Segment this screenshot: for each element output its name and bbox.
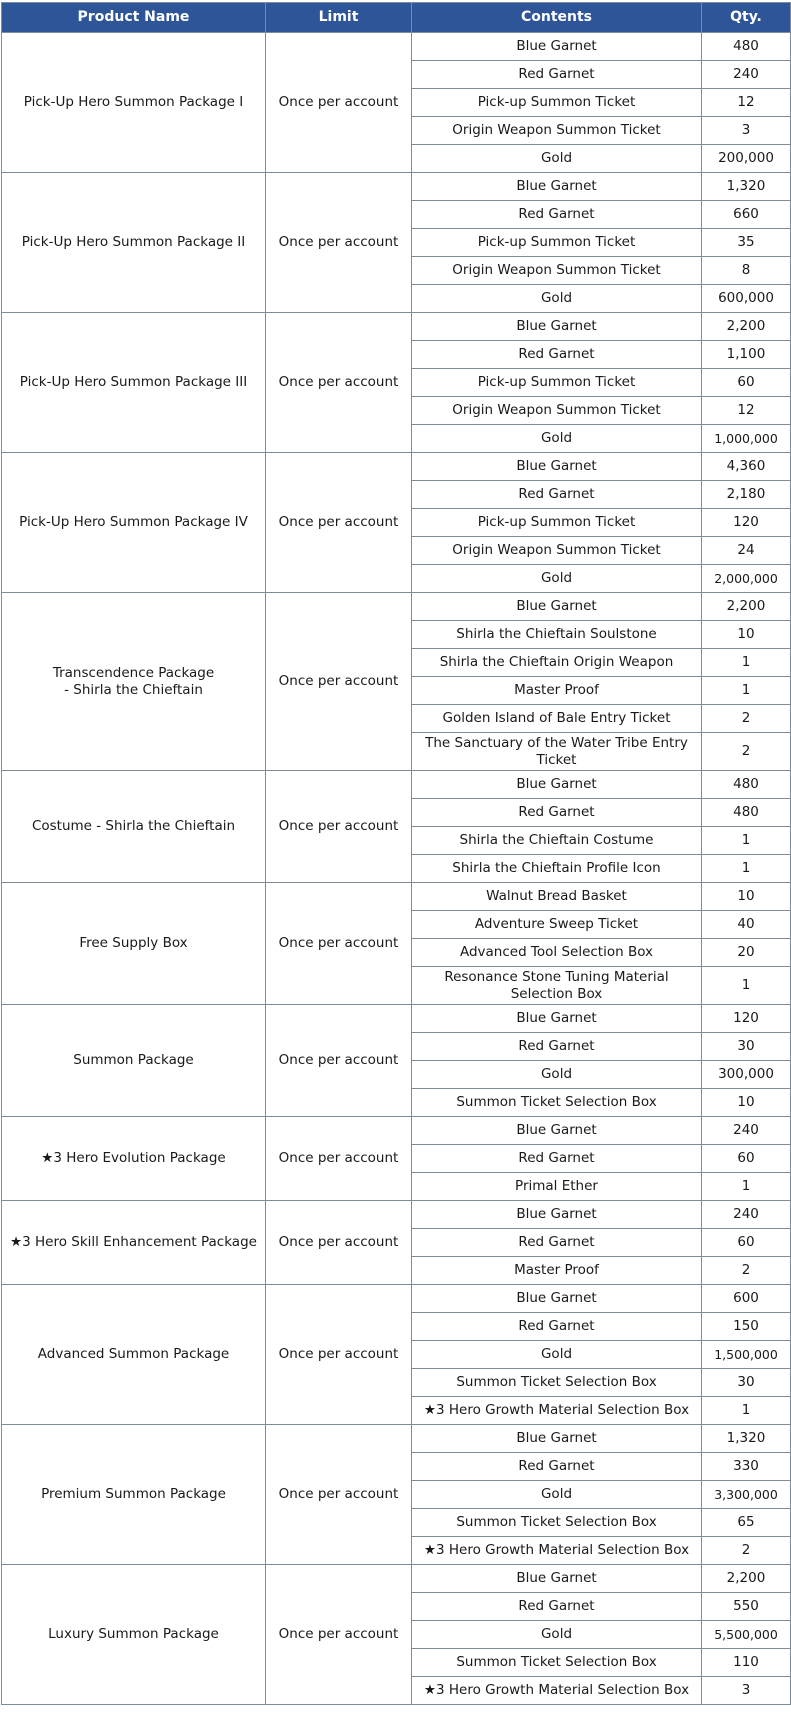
contents-cell: Blue Garnet <box>412 1425 702 1453</box>
qty-cell: 10 <box>702 621 791 649</box>
contents-cell: Pick-up Summon Ticket <box>412 229 702 257</box>
qty-cell: 1 <box>702 1397 791 1425</box>
header-qty: Qty. <box>702 3 791 33</box>
contents-cell: Origin Weapon Summon Ticket <box>412 257 702 285</box>
contents-cell: Summon Ticket Selection Box <box>412 1089 702 1117</box>
contents-cell: Blue Garnet <box>412 1005 702 1033</box>
contents-cell: Origin Weapon Summon Ticket <box>412 537 702 565</box>
qty-cell: 8 <box>702 257 791 285</box>
qty-cell: 3,300,000 <box>702 1481 791 1509</box>
product-name-cell: Pick-Up Hero Summon Package I <box>2 33 266 173</box>
contents-cell: Blue Garnet <box>412 593 702 621</box>
qty-cell: 1,000,000 <box>702 425 791 453</box>
product-name-cell: Pick-Up Hero Summon Package III <box>2 313 266 453</box>
contents-cell: Gold <box>412 1061 702 1089</box>
table-row <box>2 453 791 481</box>
product-name-cell: Luxury Summon Package <box>2 1565 266 1705</box>
contents-cell: Red Garnet <box>412 1313 702 1341</box>
contents-cell: Gold <box>412 1481 702 1509</box>
table-row <box>2 1425 791 1453</box>
limit-cell: Once per account <box>266 453 412 593</box>
qty-cell: 20 <box>702 939 791 967</box>
contents-cell: Red Garnet <box>412 799 702 827</box>
product-name-cell: Free Supply Box <box>2 883 266 1005</box>
qty-cell: 30 <box>702 1033 791 1061</box>
package-table <box>1 2 791 1705</box>
contents-cell: Blue Garnet <box>412 1565 702 1593</box>
contents-cell: Blue Garnet <box>412 1285 702 1313</box>
contents-cell: Blue Garnet <box>412 453 702 481</box>
qty-cell: 2 <box>702 733 791 771</box>
table-row <box>2 1565 791 1593</box>
table-row <box>2 771 791 799</box>
qty-cell: 2,180 <box>702 481 791 509</box>
limit-cell: Once per account <box>266 33 412 173</box>
contents-cell: Origin Weapon Summon Ticket <box>412 397 702 425</box>
contents-cell: Blue Garnet <box>412 1201 702 1229</box>
contents-cell: Origin Weapon Summon Ticket <box>412 117 702 145</box>
contents-cell: Summon Ticket Selection Box <box>412 1649 702 1677</box>
qty-cell: 1 <box>702 1173 791 1201</box>
contents-cell: Blue Garnet <box>412 771 702 799</box>
table-body <box>2 33 791 1705</box>
qty-cell: 3 <box>702 1677 791 1705</box>
contents-cell: Red Garnet <box>412 1593 702 1621</box>
qty-cell: 2,000,000 <box>702 565 791 593</box>
table-row <box>2 1117 791 1145</box>
contents-cell: Summon Ticket Selection Box <box>412 1369 702 1397</box>
qty-cell: 2 <box>702 1537 791 1565</box>
contents-cell: Gold <box>412 145 702 173</box>
contents-cell: Blue Garnet <box>412 313 702 341</box>
qty-cell: 120 <box>702 509 791 537</box>
qty-cell: 24 <box>702 537 791 565</box>
table-row <box>2 1005 791 1033</box>
qty-cell: 300,000 <box>702 1061 791 1089</box>
contents-cell: Gold <box>412 1621 702 1649</box>
qty-cell: 2 <box>702 1257 791 1285</box>
qty-cell: 1,100 <box>702 341 791 369</box>
qty-cell: 60 <box>702 1229 791 1257</box>
header-limit: Limit <box>266 3 412 33</box>
product-name-cell: Costume - Shirla the Chieftain <box>2 771 266 883</box>
contents-cell: Red Garnet <box>412 1145 702 1173</box>
contents-cell: Shirla the Chieftain Soulstone <box>412 621 702 649</box>
contents-cell: ★3 Hero Growth Material Selection Box <box>412 1537 702 1565</box>
contents-cell: Red Garnet <box>412 1229 702 1257</box>
contents-cell: Master Proof <box>412 677 702 705</box>
header-row <box>2 3 791 33</box>
limit-cell: Once per account <box>266 313 412 453</box>
contents-cell: Blue Garnet <box>412 173 702 201</box>
product-name-cell: Pick-Up Hero Summon Package IV <box>2 453 266 593</box>
product-name-cell: Summon Package <box>2 1005 266 1117</box>
contents-cell: ★3 Hero Growth Material Selection Box <box>412 1397 702 1425</box>
product-name-cell: ★3 Hero Skill Enhancement Package <box>2 1201 266 1285</box>
table-row <box>2 593 791 621</box>
contents-cell: Red Garnet <box>412 1033 702 1061</box>
contents-cell: Walnut Bread Basket <box>412 883 702 911</box>
limit-cell: Once per account <box>266 1425 412 1565</box>
contents-cell: Blue Garnet <box>412 33 702 61</box>
contents-cell: Shirla the Chieftain Profile Icon <box>412 855 702 883</box>
contents-cell: Gold <box>412 425 702 453</box>
contents-cell: Golden Island of Bale Entry Ticket <box>412 705 702 733</box>
contents-cell: Summon Ticket Selection Box <box>412 1509 702 1537</box>
table-row <box>2 1285 791 1313</box>
contents-cell: Resonance Stone Tuning Material Selection Box <box>412 967 702 1005</box>
contents-cell: Blue Garnet <box>412 1117 702 1145</box>
product-name-cell: Advanced Summon Package <box>2 1285 266 1425</box>
limit-cell: Once per account <box>266 173 412 313</box>
qty-cell: 550 <box>702 1593 791 1621</box>
qty-cell: 660 <box>702 201 791 229</box>
qty-cell: 65 <box>702 1509 791 1537</box>
qty-cell: 480 <box>702 771 791 799</box>
table-row <box>2 883 791 911</box>
header-contents: Contents <box>412 3 702 33</box>
qty-cell: 330 <box>702 1453 791 1481</box>
contents-cell: Red Garnet <box>412 341 702 369</box>
qty-cell: 2,200 <box>702 1565 791 1593</box>
contents-cell: Shirla the Chieftain Origin Weapon <box>412 649 702 677</box>
contents-cell: Red Garnet <box>412 1453 702 1481</box>
qty-cell: 1,320 <box>702 173 791 201</box>
qty-cell: 12 <box>702 397 791 425</box>
qty-cell: 60 <box>702 369 791 397</box>
qty-cell: 110 <box>702 1649 791 1677</box>
contents-cell: Shirla the Chieftain Costume <box>412 827 702 855</box>
qty-cell: 120 <box>702 1005 791 1033</box>
contents-cell: Master Proof <box>412 1257 702 1285</box>
contents-cell: Gold <box>412 1341 702 1369</box>
limit-cell: Once per account <box>266 593 412 771</box>
qty-cell: 1 <box>702 649 791 677</box>
limit-cell: Once per account <box>266 1117 412 1201</box>
qty-cell: 240 <box>702 1117 791 1145</box>
product-name-cell: ★3 Hero Evolution Package <box>2 1117 266 1201</box>
table-row <box>2 1201 791 1229</box>
qty-cell: 3 <box>702 117 791 145</box>
qty-cell: 480 <box>702 799 791 827</box>
table-row <box>2 313 791 341</box>
contents-cell: Advanced Tool Selection Box <box>412 939 702 967</box>
contents-cell: Adventure Sweep Ticket <box>412 911 702 939</box>
qty-cell: 240 <box>702 61 791 89</box>
qty-cell: 60 <box>702 1145 791 1173</box>
qty-cell: 1 <box>702 827 791 855</box>
contents-cell: Primal Ether <box>412 1173 702 1201</box>
qty-cell: 1 <box>702 967 791 1005</box>
table-row <box>2 173 791 201</box>
qty-cell: 35 <box>702 229 791 257</box>
limit-cell: Once per account <box>266 1565 412 1705</box>
qty-cell: 600 <box>702 1285 791 1313</box>
product-name-cell: Premium Summon Package <box>2 1425 266 1565</box>
qty-cell: 200,000 <box>702 145 791 173</box>
qty-cell: 240 <box>702 1201 791 1229</box>
header-product-name: Product Name <box>2 3 266 33</box>
contents-cell: Gold <box>412 565 702 593</box>
contents-cell: Pick-up Summon Ticket <box>412 369 702 397</box>
limit-cell: Once per account <box>266 1005 412 1117</box>
contents-cell: ★3 Hero Growth Material Selection Box <box>412 1677 702 1705</box>
contents-cell: Pick-up Summon Ticket <box>412 89 702 117</box>
qty-cell: 10 <box>702 1089 791 1117</box>
qty-cell: 2,200 <box>702 593 791 621</box>
qty-cell: 2,200 <box>702 313 791 341</box>
qty-cell: 40 <box>702 911 791 939</box>
qty-cell: 30 <box>702 1369 791 1397</box>
qty-cell: 2 <box>702 705 791 733</box>
contents-cell: Red Garnet <box>412 201 702 229</box>
qty-cell: 480 <box>702 33 791 61</box>
table-row <box>2 33 791 61</box>
qty-cell: 4,360 <box>702 453 791 481</box>
product-name-cell: Pick-Up Hero Summon Package II <box>2 173 266 313</box>
qty-cell: 10 <box>702 883 791 911</box>
qty-cell: 1 <box>702 855 791 883</box>
qty-cell: 12 <box>702 89 791 117</box>
limit-cell: Once per account <box>266 883 412 1005</box>
product-name-cell: Transcendence Package - Shirla the Chieftain <box>2 593 266 771</box>
limit-cell: Once per account <box>266 1285 412 1425</box>
limit-cell: Once per account <box>266 1201 412 1285</box>
contents-cell: Pick-up Summon Ticket <box>412 509 702 537</box>
limit-cell: Once per account <box>266 771 412 883</box>
qty-cell: 1,320 <box>702 1425 791 1453</box>
qty-cell: 5,500,000 <box>702 1621 791 1649</box>
qty-cell: 1,500,000 <box>702 1341 791 1369</box>
contents-cell: Red Garnet <box>412 481 702 509</box>
qty-cell: 1 <box>702 677 791 705</box>
qty-cell: 600,000 <box>702 285 791 313</box>
contents-cell: The Sanctuary of the Water Tribe Entry Ticket <box>412 733 702 771</box>
contents-cell: Red Garnet <box>412 61 702 89</box>
qty-cell: 150 <box>702 1313 791 1341</box>
contents-cell: Gold <box>412 285 702 313</box>
